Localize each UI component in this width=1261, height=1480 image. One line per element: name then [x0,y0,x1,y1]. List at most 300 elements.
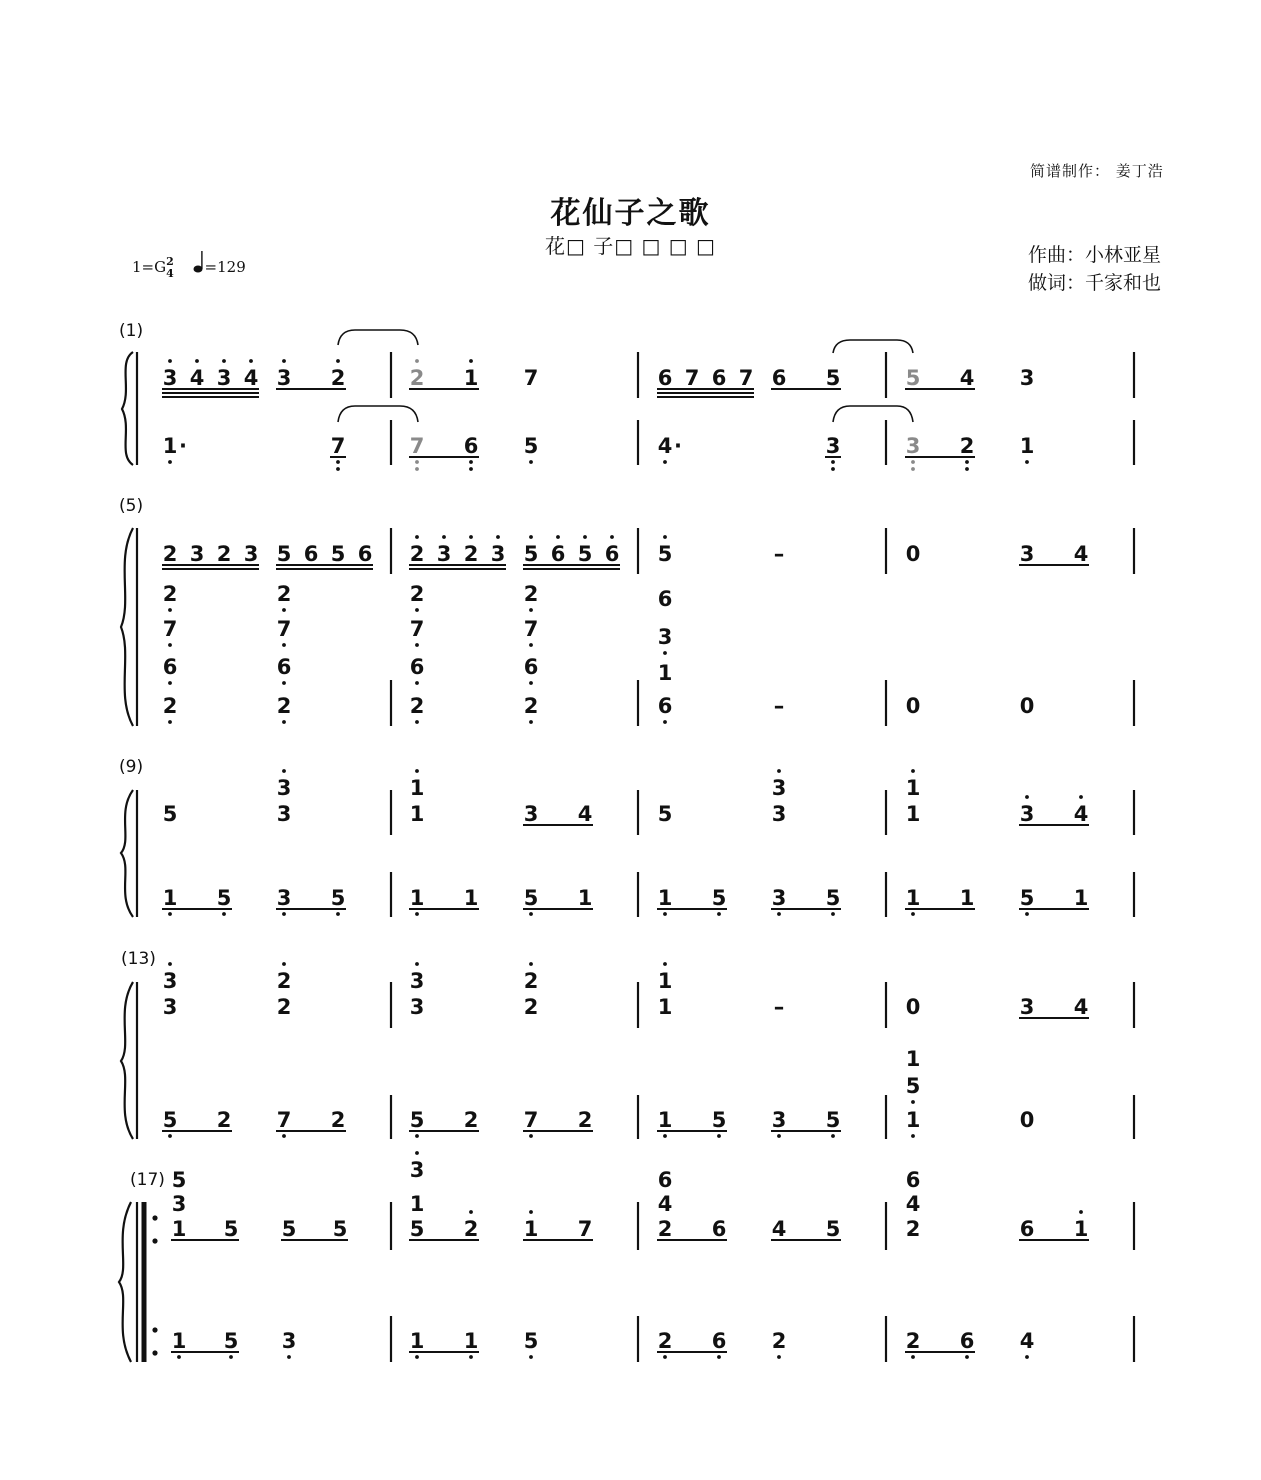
system-label: (13) [121,949,156,969]
note: 1 [523,1217,539,1241]
note: 6 [463,434,479,458]
octave-dot-below [965,460,969,464]
note: 2 [959,434,975,458]
note: 5 [825,1108,841,1132]
note: 1 [577,886,593,910]
octave-dot-below [911,912,915,916]
note: 6 [657,1168,673,1192]
octave-dot-below [663,1355,667,1359]
note: 6 [771,366,787,390]
note: 1 [1073,1217,1089,1241]
key-signature: 1=G [132,258,167,276]
octave-dot-below [282,608,286,612]
note: 5 [409,1108,425,1132]
note: 3 [276,886,292,910]
octave-dot-below [663,460,667,464]
note: 6 [657,366,673,390]
octave-dot-below [229,1355,233,1359]
note: 1 [463,886,479,910]
staff-structure [119,352,1134,1362]
note: 6 [162,655,178,679]
note: 3 [771,802,787,826]
octave-dot-above [529,1210,533,1214]
octave-dot-below [168,608,172,612]
octave-dot-below [831,1134,835,1138]
octave-dot-below [415,467,419,471]
note: 7 [276,1108,292,1132]
time-bottom: 4 [166,267,174,280]
note: 1 [162,434,178,458]
note: 5 [523,886,539,910]
octave-dot-below [911,1355,915,1359]
octave-dot-below [663,720,667,724]
octave-dot-below [717,1134,721,1138]
note: 2 [771,1329,787,1353]
octave-dot-above [415,535,419,539]
octave-dot-below [965,1355,969,1359]
lyricist-credit: 做词：千家和也 [1028,272,1162,294]
note: 1 [409,1192,425,1216]
octave-dot-below [777,1134,781,1138]
note: 0 [1019,1108,1035,1132]
note: 3 [490,542,506,566]
note: 2 [463,1108,479,1132]
note: 5 [1019,886,1035,910]
octave-dot-below [282,912,286,916]
octave-dot-below [831,467,835,471]
octave-dot-below [529,720,533,724]
octave-dot-above [496,535,500,539]
octave-dot-above [415,359,419,363]
note: 7 [409,617,425,641]
octave-dot-below [177,1355,181,1359]
octave-dot-above [583,535,587,539]
note: 5 [281,1217,297,1241]
note: 7 [684,366,700,390]
note: 5 [330,542,346,566]
octave-dot-below [282,643,286,647]
note: 7 [523,617,539,641]
octave-dot-above [415,962,419,966]
octave-dot-below [529,460,533,464]
octave-dot-below [831,912,835,916]
octave-dot-above [415,769,419,773]
octave-dot-below [282,720,286,724]
note: 3 [409,1158,425,1182]
note: 6 [357,542,373,566]
note: 4 [189,366,205,390]
octave-dot-below [529,1355,533,1359]
repeat-dot [152,1350,157,1355]
octave-dot-below [287,1355,291,1359]
octave-dot-above [663,962,667,966]
octave-dot-below [911,1100,915,1104]
note: 5 [905,1074,921,1098]
octave-dot-below [777,1355,781,1359]
octave-dot-below [529,608,533,612]
note: 3 [523,802,539,826]
brace [122,352,133,465]
note: 4 [1073,995,1089,1019]
octave-dot-below [415,643,419,647]
note: 2 [409,366,425,390]
octave-dot-below [336,912,340,916]
note: 5 [523,542,539,566]
note: 6 [711,1217,727,1241]
octave-dot-below [282,1134,286,1138]
octave-dot-below [1025,1355,1029,1359]
note: 5 [216,886,232,910]
note: 5 [330,886,346,910]
note: 1 [409,886,425,910]
note: 2 [216,1108,232,1132]
note: 1 [171,1329,187,1353]
system-label: (9) [119,757,144,777]
octave-dot-below [415,1134,419,1138]
notes-layer [163,359,1089,1359]
note: 2 [216,542,232,566]
repeat-dot [152,1238,157,1243]
octave-dot-below [965,467,969,471]
octave-dot-below [663,651,667,655]
octave-dot-below [415,460,419,464]
note: 5 [162,802,178,826]
octave-dot-below [911,467,915,471]
note: 0 [905,542,921,566]
octave-dot-below [415,720,419,724]
note: 7 [330,434,346,458]
note: 6 [1019,1217,1035,1241]
octave-dot-above [911,769,915,773]
note: 5 [171,1168,187,1192]
note: 3 [1019,366,1035,390]
note: 1 [171,1217,187,1241]
note: 2 [276,582,292,606]
octave-dot-below [168,720,172,724]
note: 3 [905,434,921,458]
song-title: 花仙子之歌 [550,196,711,231]
note: 2 [657,1329,673,1353]
note: 5 [657,802,673,826]
beams [162,389,1089,1352]
note: 2 [523,995,539,1019]
octave-dot-above [1025,795,1029,799]
note: 5 [905,366,921,390]
octave-dot-above [168,359,172,363]
note: 5 [825,1217,841,1241]
octave-dot-below [663,912,667,916]
note: 5 [657,542,673,566]
note: 3 [162,969,178,993]
octave-dot-below [168,912,172,916]
note: 2 [463,1217,479,1241]
note: 3 [162,995,178,1019]
note: 1 [1019,434,1035,458]
octave-dot-below [529,681,533,685]
octave-dot-above [610,535,614,539]
octave-dot-above [282,962,286,966]
note: 2 [409,542,425,566]
note: 7 [523,366,539,390]
note: 1 [905,802,921,826]
tie [338,330,418,345]
system-label: (1) [119,321,144,341]
note: 6 [523,655,539,679]
note: 6 [276,655,292,679]
octave-dot-below [168,460,172,464]
octave-dot-below [1025,912,1029,916]
note: – [773,542,785,566]
octave-dot-below [469,460,473,464]
note: 5 [223,1329,239,1353]
note: 7 [523,1108,539,1132]
octave-dot-above [249,359,253,363]
octave-dot-above [469,359,473,363]
note: 1 [162,886,178,910]
octave-dot-above [168,962,172,966]
note: 0 [1019,694,1035,718]
note: 1 [463,1329,479,1353]
note: 3 [771,1108,787,1132]
note: 7 [276,617,292,641]
octave-dot-below [415,912,419,916]
note: – [773,694,785,718]
note: 3 [1019,995,1035,1019]
octave-dot-below [415,608,419,612]
note: 1 [1073,886,1089,910]
octave-dot-above [469,535,473,539]
tie [833,340,913,353]
note: 2 [523,582,539,606]
octave-dot-above [1079,795,1083,799]
note: 5 [577,542,593,566]
note: 4 [771,1217,787,1241]
note: 3 [243,542,259,566]
note: 3 [276,366,292,390]
note: 4 [657,434,673,458]
octave-dot-below [282,681,286,685]
note: 2 [905,1217,921,1241]
note: 5 [825,886,841,910]
note: 2 [162,542,178,566]
note: 2 [905,1329,921,1353]
octave-dot-below [336,460,340,464]
octave-dot-above [222,359,226,363]
note: 2 [330,366,346,390]
note: 6 [959,1329,975,1353]
tie [338,406,418,422]
note: 3 [162,366,178,390]
brace [121,982,133,1139]
repeat-dot [152,1215,157,1220]
octave-dot-above [529,535,533,539]
note: 3 [216,366,232,390]
octave-dot-above [469,1210,473,1214]
octave-dot-below [168,643,172,647]
note: 5 [162,1108,178,1132]
octave-dot-above [1079,1210,1083,1214]
note: 2 [276,969,292,993]
note: 1 [657,1108,673,1132]
note: 6 [409,655,425,679]
note: · [179,434,187,458]
note: 3 [436,542,452,566]
repeat-dots [152,1215,157,1355]
octave-dot-below [663,1134,667,1138]
octave-dot-below [1025,460,1029,464]
composer-credit: 作曲：小林亚星 [1028,244,1162,266]
octave-dot-above [336,359,340,363]
note: – [773,995,785,1019]
arranger-credit: 简谱制作： 姜丁浩 [1030,162,1164,180]
octave-dot-above [663,535,667,539]
brace [119,1202,131,1362]
note: 2 [276,694,292,718]
note: 3 [281,1329,297,1353]
tie [833,406,913,422]
note: 4 [1073,542,1089,566]
note: 1 [959,886,975,910]
note: 5 [523,434,539,458]
note: 2 [463,542,479,566]
note: 1 [657,661,673,685]
note: 7 [409,434,425,458]
note: 5 [223,1217,239,1241]
octave-dot-below [336,467,340,471]
octave-dot-below [415,681,419,685]
note: 3 [409,995,425,1019]
note: 4 [1019,1329,1035,1353]
note: · [674,434,682,458]
note: 2 [330,1108,346,1132]
note: 2 [409,694,425,718]
note: 6 [657,694,673,718]
note: 1 [657,886,673,910]
octave-dot-below [831,460,835,464]
tempo-value: =129 [204,258,246,276]
note: 3 [189,542,205,566]
system-label: (5) [119,496,144,516]
octave-dot-above [195,359,199,363]
note: 1 [905,1047,921,1071]
octave-dot-above [777,769,781,773]
note: 0 [905,995,921,1019]
note: 2 [162,582,178,606]
note: 6 [905,1168,921,1192]
note: 5 [409,1217,425,1241]
note: 5 [276,542,292,566]
note: 2 [409,582,425,606]
note: 3 [771,776,787,800]
octave-dot-above [556,535,560,539]
note: 3 [1019,802,1035,826]
note: 1 [657,995,673,1019]
note: 3 [771,886,787,910]
octave-dot-below [717,912,721,916]
note: 1 [905,1108,921,1132]
note: 6 [303,542,319,566]
octave-dot-below [168,681,172,685]
note: 3 [1019,542,1035,566]
note: 7 [738,366,754,390]
octave-dot-above [415,1151,419,1155]
note: 1 [409,776,425,800]
note: 6 [657,587,673,611]
note: 2 [162,694,178,718]
note: 6 [550,542,566,566]
note: 2 [276,995,292,1019]
note: 4 [1073,802,1089,826]
note: 3 [276,776,292,800]
octave-dot-below [469,467,473,471]
note: 2 [523,694,539,718]
note: 4 [905,1192,921,1216]
note: 4 [959,366,975,390]
brace [121,790,133,917]
brace [121,528,133,726]
note: 0 [905,694,921,718]
octave-dot-below [529,643,533,647]
note: 2 [657,1217,673,1241]
octave-dot-above [442,535,446,539]
note: 3 [825,434,841,458]
note: 6 [604,542,620,566]
note: 1 [409,802,425,826]
note: 1 [409,1329,425,1353]
octave-dot-above [282,359,286,363]
note: 4 [243,366,259,390]
note: 2 [523,969,539,993]
repeat-dot [152,1327,157,1332]
note: 6 [711,1329,727,1353]
octave-dot-below [469,1355,473,1359]
note: 1 [905,776,921,800]
octave-dot-below [911,460,915,464]
octave-dot-below [529,912,533,916]
note: 3 [657,625,673,649]
note: 1 [657,969,673,993]
system-label: (17) [130,1170,165,1190]
note: 5 [711,1108,727,1132]
note: 5 [332,1217,348,1241]
octave-dot-below [222,912,226,916]
note: 7 [162,617,178,641]
note: 1 [463,366,479,390]
octave-dot-below [529,1134,533,1138]
note: 3 [171,1192,187,1216]
octave-dot-below [777,912,781,916]
octave-dot-below [717,1355,721,1359]
note: 2 [577,1108,593,1132]
octave-dot-above [529,962,533,966]
note: 4 [577,802,593,826]
note: 7 [577,1217,593,1241]
time-top: 2 [166,255,174,268]
note: 5 [711,886,727,910]
note: 3 [276,802,292,826]
note: 1 [905,886,921,910]
note: 3 [409,969,425,993]
song-subtitle: 花□ 子□ □ □ □ [545,234,716,258]
note: 5 [523,1329,539,1353]
note: 5 [825,366,841,390]
octave-dot-below [911,1134,915,1138]
octave-dot-below [168,1134,172,1138]
octave-dot-above [282,769,286,773]
octave-dot-below [415,1355,419,1359]
note: 6 [711,366,727,390]
note: 4 [657,1192,673,1216]
